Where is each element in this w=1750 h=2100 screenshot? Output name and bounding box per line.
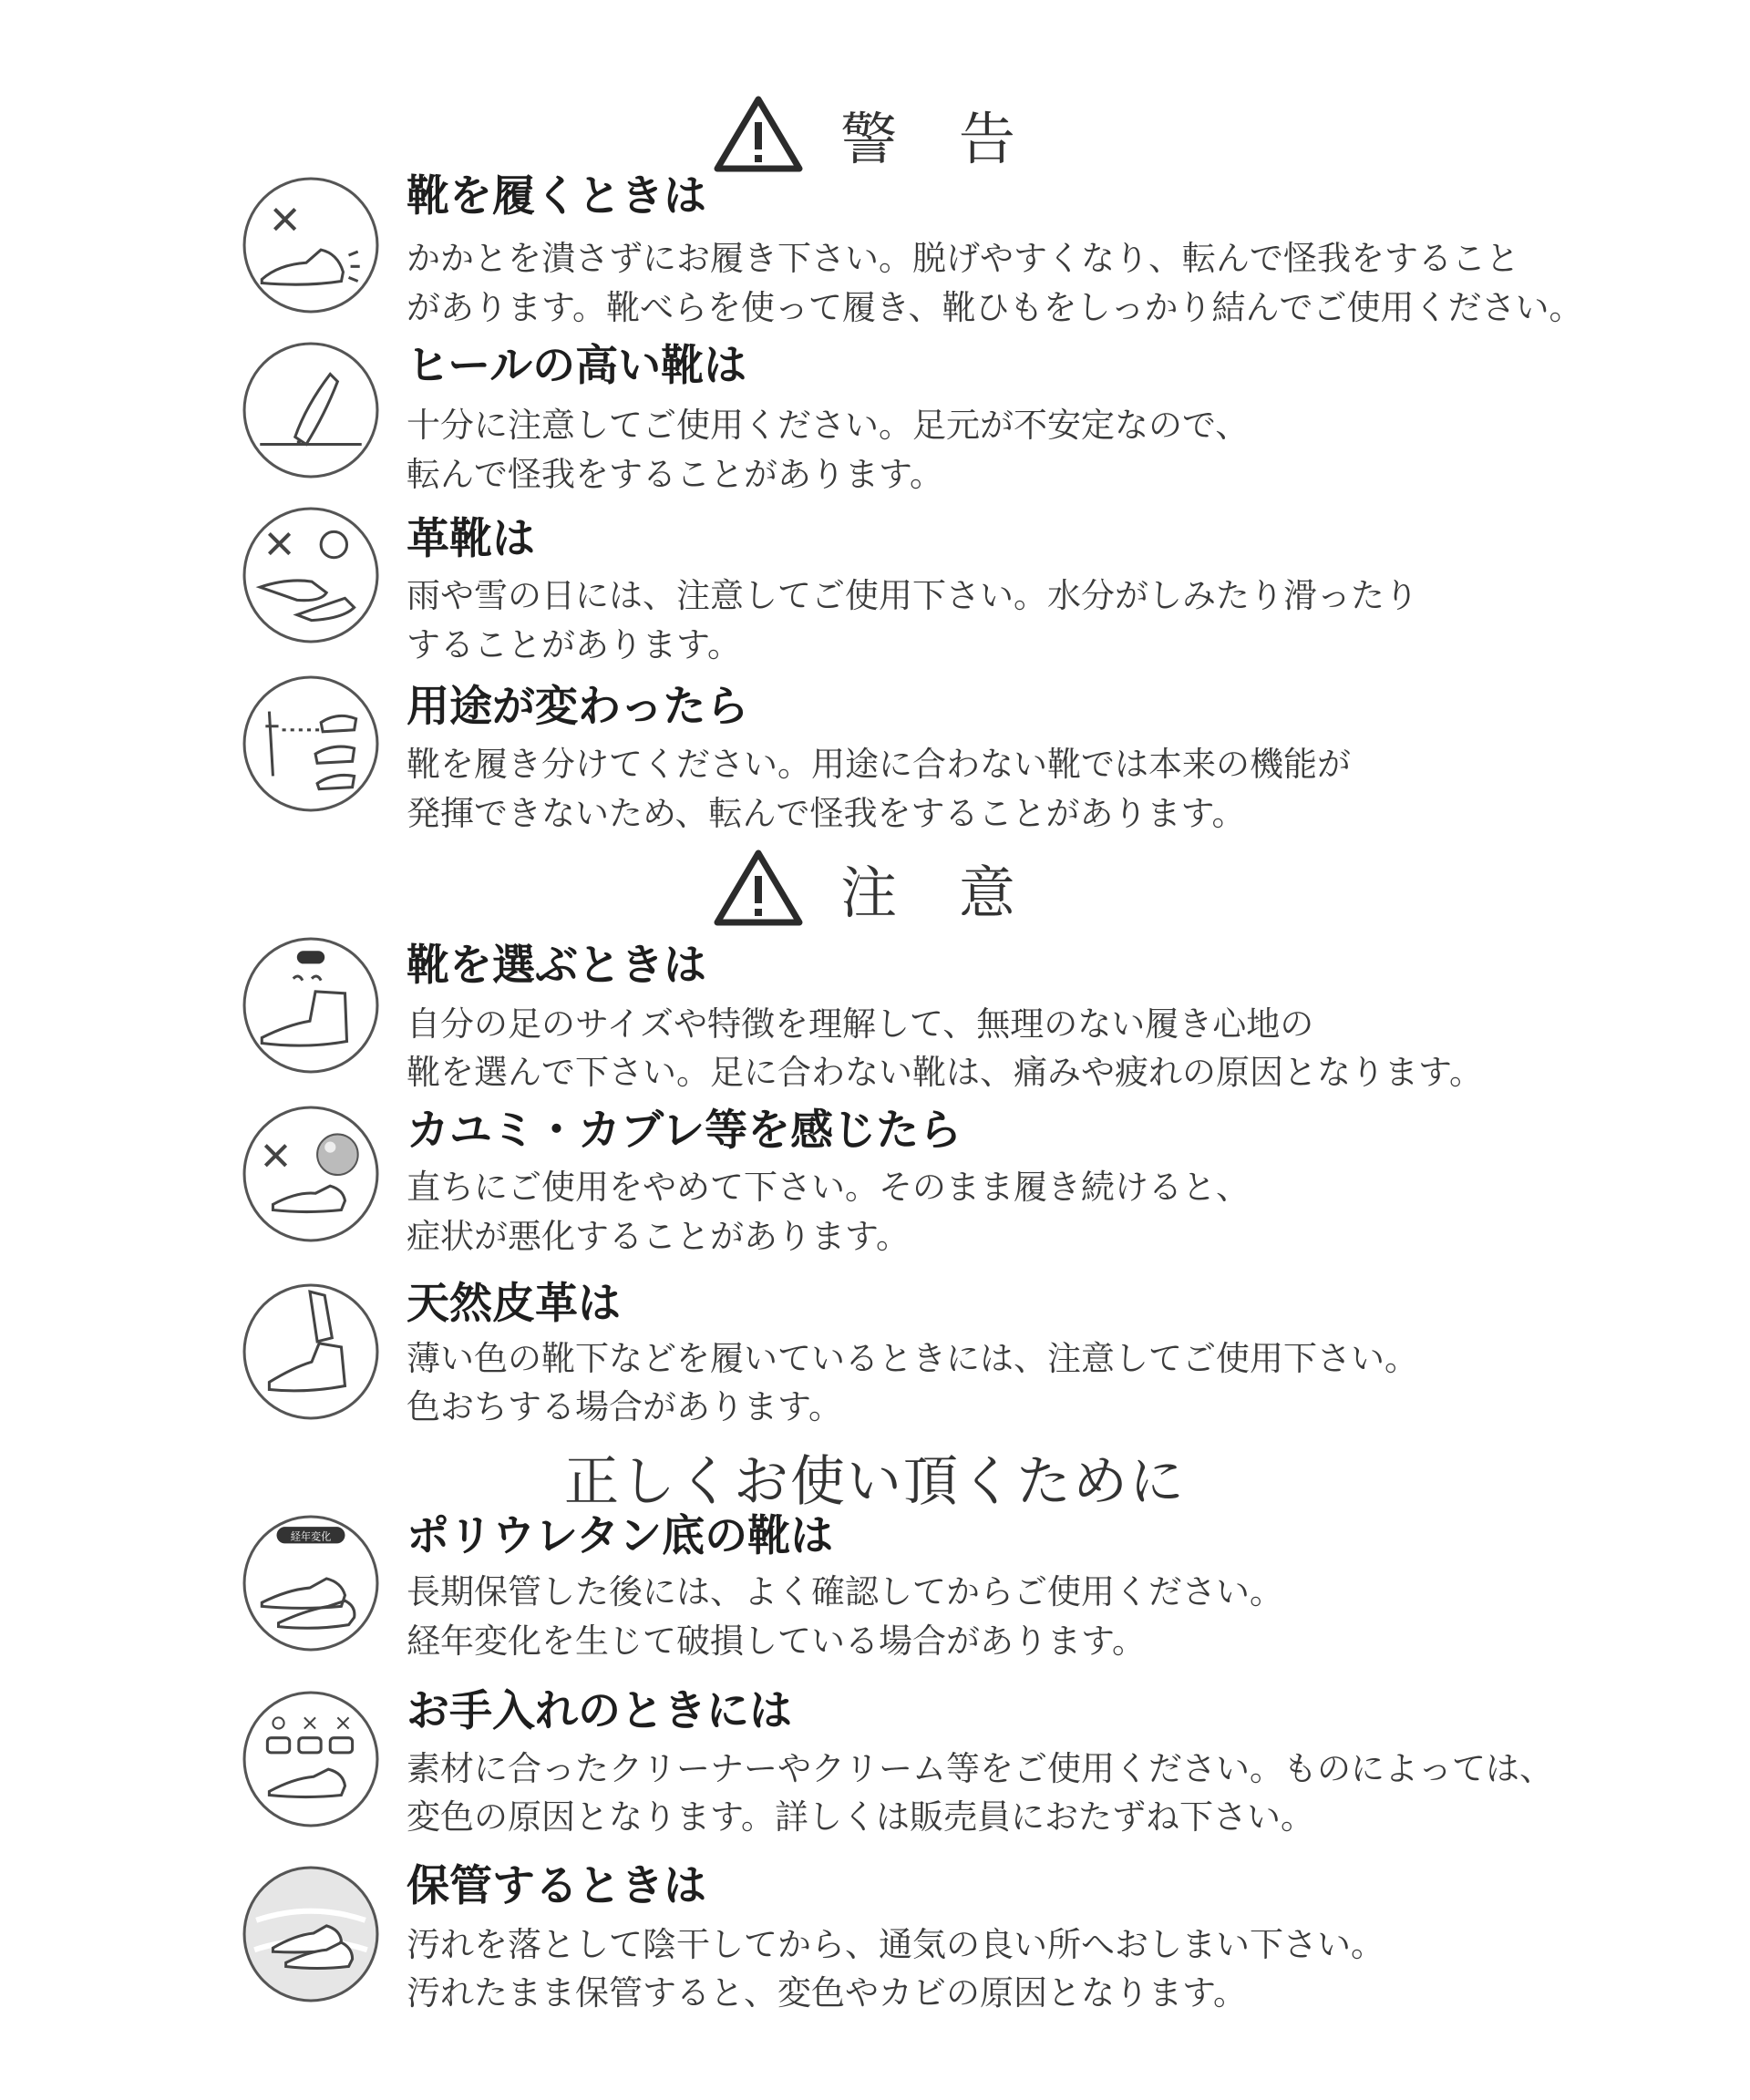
leather-sock-icon (242, 1282, 380, 1421)
proper-use-header: 正しくお使い頂くために (564, 1450, 1186, 1514)
shoe-heel-crush-icon (242, 176, 380, 314)
warning-header (0, 88, 1750, 180)
item-title: 天然皮革は (407, 1279, 621, 1329)
item-text-line: 症状が悪化することがあります。 (407, 1217, 911, 1256)
warning-title: 警 告 (840, 105, 1037, 172)
item-text-line: 十分に注意してご使用ください。足元が不安定なので、 (407, 406, 1250, 445)
item-text-line: 発揮できないため、転んで怪我をすることがあります。 (407, 794, 1246, 833)
item-text-line: 長期保管した後には、よく確認してからご使用ください。 (407, 1572, 1283, 1611)
caution-header (0, 842, 1750, 933)
item-title: 用途が変わったら (407, 682, 749, 732)
rain-slip-icon (242, 506, 380, 644)
item-text-line: があります。靴べらを使って履き、靴ひもをしっかり結んでご使用ください。 (407, 288, 1583, 327)
item-text-line: 靴を選んで下さい。足に合わない靴は、痛みや疲れの原因となります。 (407, 1053, 1484, 1092)
item-text-line: 経年変化を生じて破損している場合があります。 (407, 1621, 1147, 1661)
item-text-line: 変色の原因となります。詳しくは販売員におたずね下さい。 (407, 1797, 1315, 1837)
polyurethane-sole-icon (242, 1514, 380, 1652)
item-text-line: 汚れたまま保管すると、変色やカビの原因となります。 (407, 1973, 1248, 2012)
item-title: カユミ・カブレ等を感じたら (407, 1106, 962, 1156)
item-text-line: 汚れを落として陰干してから、通気の良い所へおしまい下さい。 (407, 1925, 1385, 1964)
sole-badge-text: 経年変化 (290, 1530, 332, 1543)
item-text-line: 薄い色の靴下などを履いているときには、注意してご使用下さい。 (407, 1339, 1418, 1378)
high-heel-icon (242, 341, 380, 479)
item-text-line: 色おちする場合があります。 (407, 1387, 843, 1426)
shoe-purpose-icon (242, 674, 380, 813)
shoe-cream-icon (242, 1690, 380, 1828)
item-title: 靴を選ぶときは (407, 941, 706, 991)
item-text-line: 雨や雪の日には、注意してご使用下さい。水分がしみたり滑ったり (407, 576, 1418, 615)
item-text-line: 直ちにご使用をやめて下さい。そのまま履き続けると、 (407, 1168, 1250, 1207)
foot-size-icon (242, 936, 380, 1075)
caution-title: 注 意 (840, 859, 1037, 926)
item-title: 革靴は (407, 514, 535, 564)
item-text-line: 靴を履き分けてください。用途に合わない靴では本来の機能が (407, 745, 1351, 784)
storage-icon (242, 1865, 380, 2003)
item-text-line: かかとを潰さずにお履き下さい。脱げやすくなり、転んで怪我をすること (407, 239, 1519, 278)
item-title: お手入れのときには (407, 1686, 792, 1736)
item-text-line: 自分の足のサイズや特徴を理解して、無理のない履き心地の (407, 1004, 1314, 1044)
warning-triangle-icon (713, 95, 804, 173)
item-title: ヒールの高い靴は (407, 341, 747, 391)
item-text-line: 転んで怪我をすることがあります。 (407, 455, 944, 494)
item-title: 靴を履くときは (407, 171, 706, 221)
item-text-line: することがあります。 (407, 625, 742, 664)
item-title: ポリウレタン底の靴は (407, 1511, 834, 1561)
item-text-line: 素材に合ったクリーナーやクリーム等をご使用ください。ものによっては、 (407, 1749, 1553, 1788)
blister-icon (242, 1105, 380, 1243)
item-title: 保管するときは (407, 1861, 706, 1911)
caution-triangle-icon (713, 849, 804, 927)
